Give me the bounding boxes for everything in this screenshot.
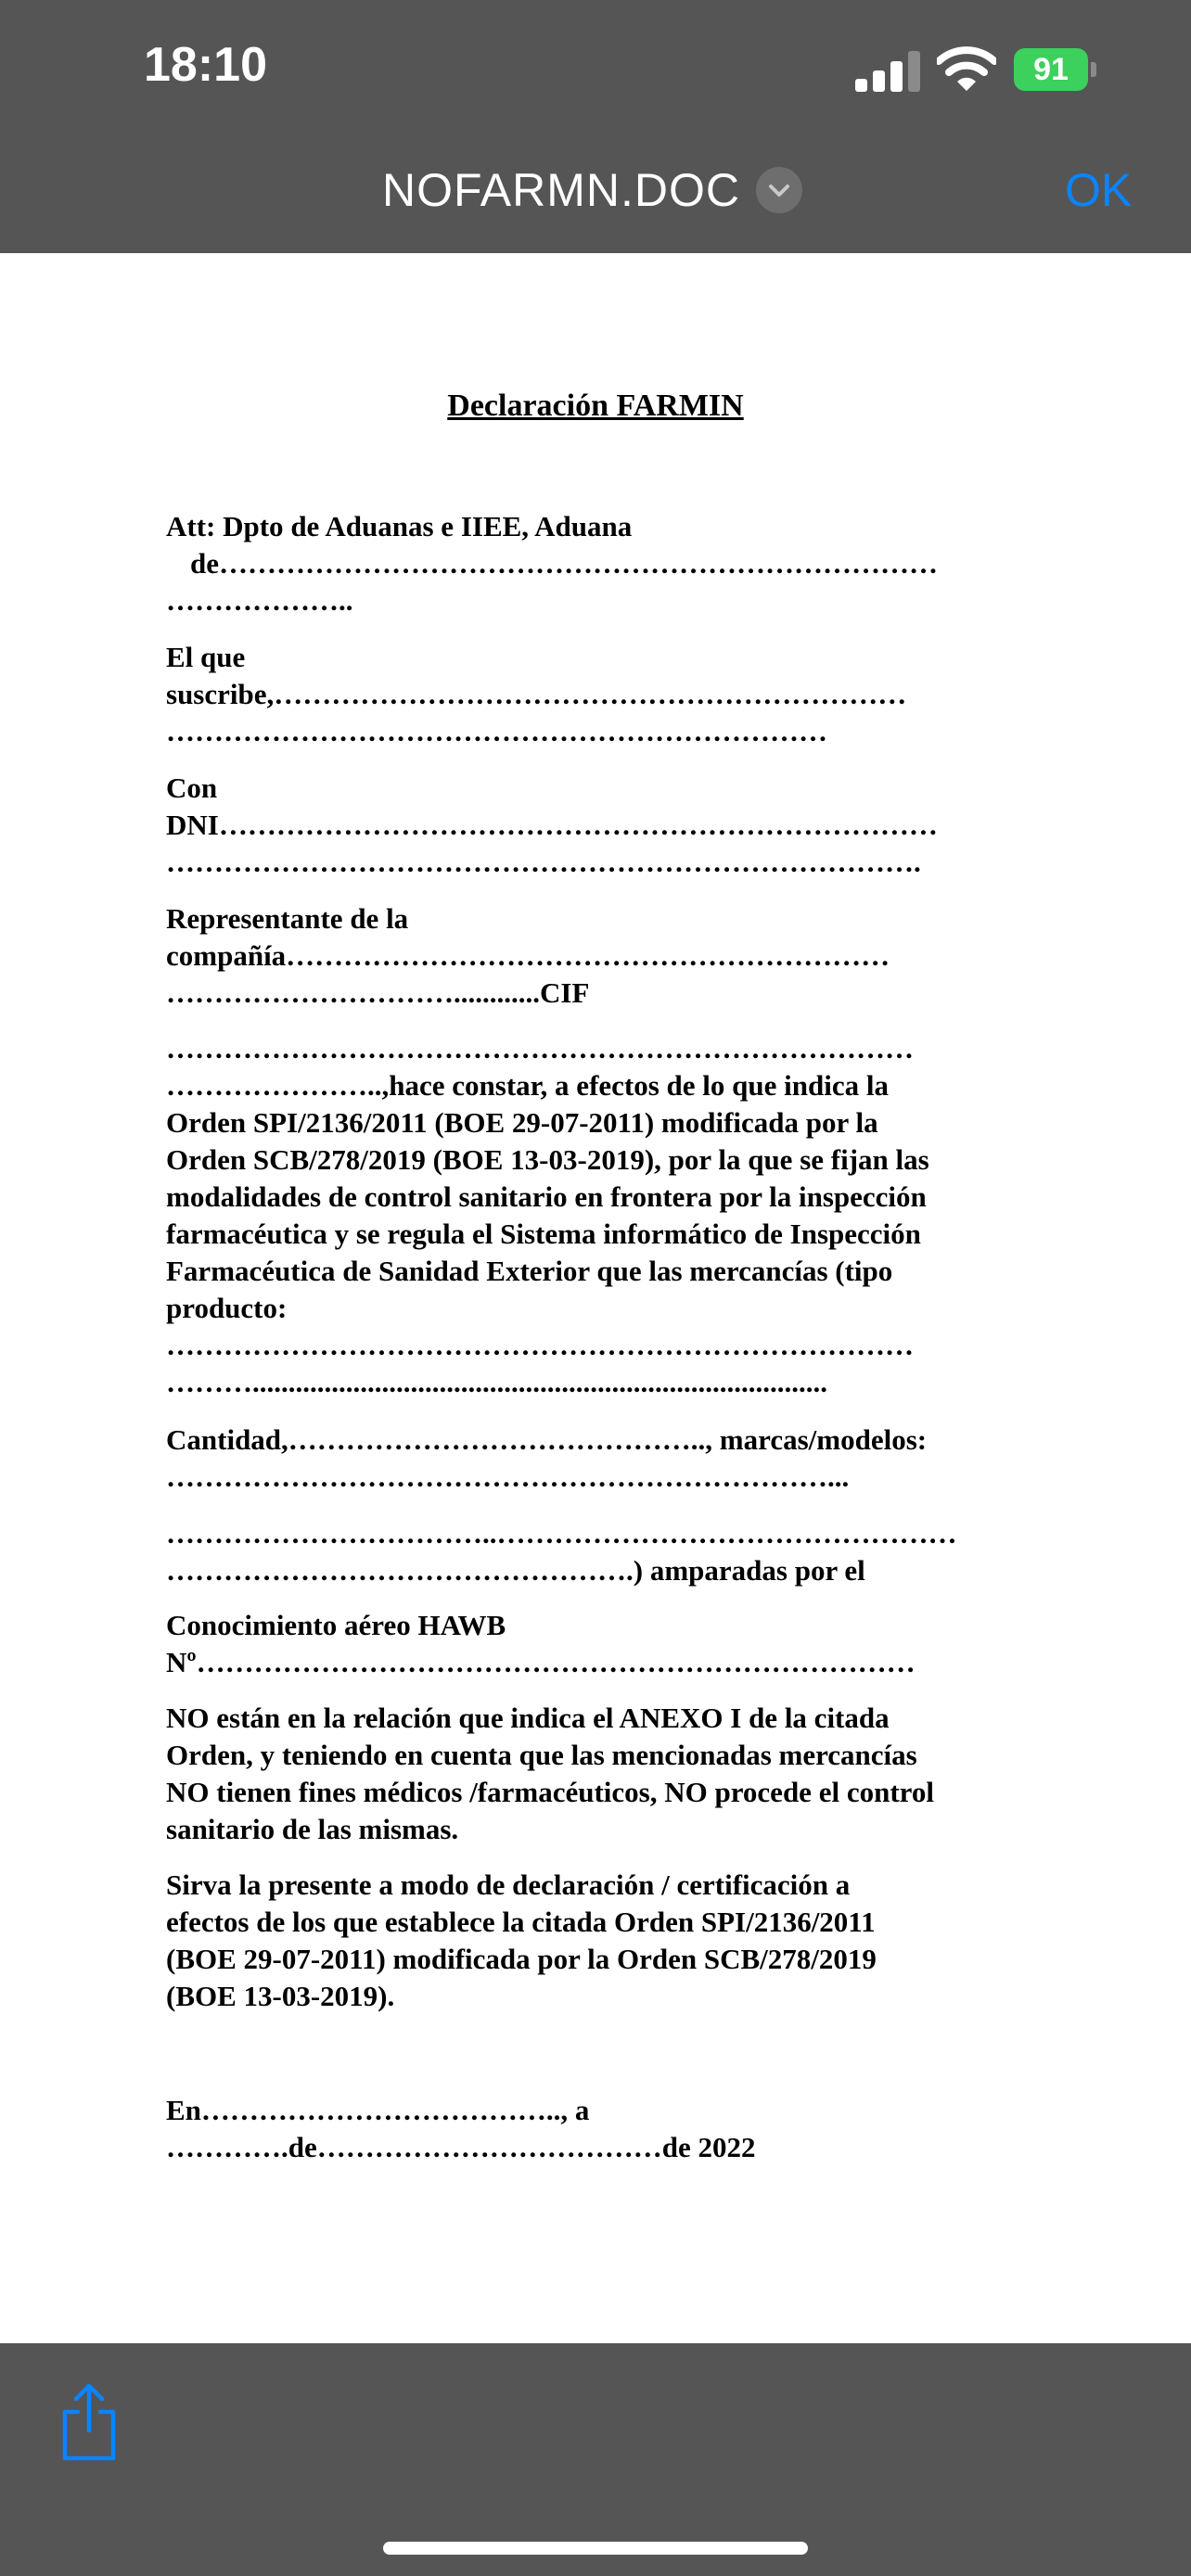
text-line: ……………….. [166,584,353,617]
wifi-icon [937,45,996,93]
bottom-toolbar [0,2343,1191,2576]
justified-line [166,900,1024,937]
word: de [350,902,379,935]
text-line: …………………………............CIF [166,976,590,1009]
text-line: …………………………………………………………………… [166,1329,914,1361]
text-segment: Cantidad,…………………………………….., [166,1423,713,1456]
text-line: de………………………………………………………………… [190,547,938,580]
status-bar [0,0,1191,139]
text-line: …………………………………………………………… [166,715,827,747]
text-line: Orden SPI/2136/2011 (BOE 29-07-2011) modificada por la [166,1106,878,1139]
text-line: Farmacéutica de Sanidad Exterior que las mercancías (tipo [166,1255,893,1287]
text-line: Sirva la presente a modo de declaración / certificación a [166,1868,851,1901]
text-segment: marcas/modelos: [719,1423,928,1456]
chevron-down-icon[interactable] [756,167,802,213]
cellular-signal-icon [855,51,920,92]
word: a [574,2094,590,2126]
word: que [200,641,246,673]
text-line: ………………………………………….) amparadas por el [166,1554,865,1587]
word: Representante [166,902,343,935]
cantidad-paragraph [166,1422,1024,1496]
conocimiento-paragraph [166,1607,1024,1681]
text-line: NO tienen fines médicos /farmacéuticos, NO procede el control [166,1776,934,1808]
text-line: (BOE 29-07-2011) modificada por la Orden SCB/278/2019 [166,1943,877,1975]
battery-level: 91 [1014,48,1088,91]
suscribe-paragraph [166,639,1024,750]
dni-paragraph [166,770,1024,881]
text-line: Orden, y teniendo en cuenta que las mencionadas mercancías [166,1739,917,1771]
word: Dpto [223,510,284,542]
document-nav-bar [0,139,1191,253]
word: de [290,510,320,542]
att-paragraph [166,508,1024,619]
text-line: …………………..,hace constar, a efectos de lo que indica la [166,1069,889,1102]
text-line: suscribe,………………………………………………………… [166,678,907,710]
word: HAWB [417,1609,506,1641]
battery-icon [1014,48,1097,91]
justified-line [166,639,1024,676]
word: Aduanas [325,510,434,542]
no-estan-paragraph [166,1700,1024,1848]
word: e [441,510,455,542]
word: aéreo [344,1609,411,1641]
home-indicator[interactable] [383,2542,808,2555]
justified-line [166,1607,1024,1644]
word: la [386,902,409,935]
justified-line [166,1422,1024,1459]
text-line: ……………………………………………………………………. [166,846,921,878]
text-line: sanitario de las mismas. [166,1813,459,1845]
text-line: compañía……………………………………………………… [166,939,890,972]
justified-line [166,2092,1024,2129]
share-icon[interactable] [56,2380,122,2464]
text-line: …………………………………………………………………… [166,1032,914,1065]
text-line: (BOE 13-03-2019). [166,1980,395,2012]
document-title[interactable]: NOFARMN.DOC [382,164,740,216]
word: IIEE, [460,510,530,542]
justified-line [166,508,1024,545]
document-page[interactable] [0,253,1191,2343]
declaration-paragraph [166,1030,1024,1401]
text-line: DNI………………………………………………………………… [166,809,938,841]
text-line: modalidades de control sanitario en frontera por la inspección [166,1180,927,1213]
text-line: ……………………………..………………………………………… [166,1517,957,1549]
word: El [166,641,194,673]
text-line: NO están en la relación que indica el ANEXO I de la citada [166,1702,890,1734]
fecha-paragraph [166,2092,1024,2166]
text-line: farmacéutica y se regula el Sistema informático de Inspección [166,1218,921,1250]
amparadas-paragraph [166,1515,1024,1589]
word: Att: [166,510,216,542]
text-line: ………….de………………………………de 2022 [166,2131,756,2163]
text-line: efectos de los que establece la citada Orden SPI/2136/2011 [166,1906,876,1938]
word: En……………………………….., [166,2094,569,2126]
text-line: ……………………………………………………………... [166,1460,850,1493]
text-line: Orden SCB/278/2019 (BOE 13-03-2019), por la que se fijan las [166,1143,929,1176]
sirva-paragraph [166,1867,1024,2015]
document-heading: Declaración FARMIN [447,389,744,423]
text-line: Nº………………………………………………………………… [166,1646,916,1678]
status-time: 18:10 [144,38,267,92]
text-line: producto: [166,1292,288,1324]
word: Conocimiento [166,1609,338,1641]
ok-button[interactable]: OK [1065,164,1133,216]
word: Aduana [534,510,633,542]
text-line: Con [166,772,218,804]
representante-paragraph [166,900,1024,1012]
text-line: ………................................................................................ [166,1366,827,1398]
